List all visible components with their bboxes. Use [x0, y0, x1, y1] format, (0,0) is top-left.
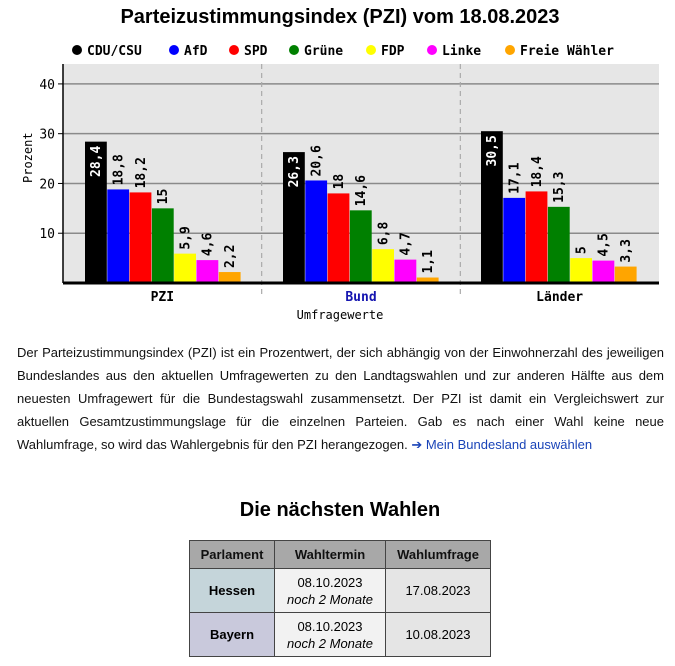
y-tick-label: 10	[39, 227, 55, 243]
bar-value-label: 3,3	[618, 239, 634, 263]
legend-item-label: Grüne	[304, 44, 344, 59]
bar	[548, 207, 570, 283]
legend-item-label: Freie Wähler	[520, 44, 614, 59]
description-text: Der Parteizustimmungsindex (PZI) ist ein Prozentwert, der sich abhängig von der Einwohnerzahl des jeweiligen Bundeslandes aus den aktuellen Umfragewerten zu den Landtagswahlen und zur anderen Hälfte aus dem neuesten Umfragewert für die Bundestagswahl zusammensetzt. Der PZI ist damit ein Vergleichswert zur aktuellen Gesamtzustimmungslage für die einzelnen Parteien. Gab es nach einer Wahl keine neue Wahlumfrage, so wird das Wahlergebnis für den PZI herangezogen.	[17, 345, 664, 452]
y-tick-label: 20	[39, 177, 55, 193]
x-axis-label: Umfragewerte	[296, 308, 384, 322]
legend-item-label: FDP	[381, 44, 405, 59]
arrow-right-icon: ➔	[411, 437, 423, 452]
bar	[593, 261, 615, 283]
bar-value-label: 18,4	[529, 156, 545, 188]
bar-value-label: 18	[331, 173, 347, 190]
legend-item-label: CDU/CSU	[87, 44, 142, 59]
bar-value-label: 26,3	[287, 156, 303, 188]
legend-marker-icon	[289, 45, 299, 55]
legend-marker-icon	[229, 45, 239, 55]
legend-item-label: Linke	[442, 44, 482, 59]
parliament-name: Hessen	[208, 583, 256, 598]
bar-value-label: 4,7	[398, 232, 414, 256]
parliament-name: Bayern	[209, 627, 255, 642]
bar-value-label: 15,3	[552, 171, 568, 203]
elections-table	[189, 540, 491, 657]
election-date: 08.10.2023	[297, 574, 363, 590]
bar-value-label: 18,2	[133, 157, 149, 189]
election-date-cell	[275, 569, 386, 613]
bar-value-label: 28,4	[89, 145, 105, 177]
parliament-cell[interactable]	[190, 569, 275, 613]
bar-value-label: 18,8	[111, 154, 127, 186]
y-axis-label: Prozent	[21, 132, 35, 183]
bar	[328, 193, 350, 283]
bar-value-label: 2,2	[222, 244, 238, 269]
select-state-link[interactable]	[411, 437, 592, 452]
bar-value-label: 4,5	[596, 233, 612, 257]
legend-marker-icon	[366, 45, 376, 55]
legend-item-label: AfD	[184, 44, 208, 59]
x-category-label: Bund	[345, 290, 377, 305]
bar	[350, 210, 372, 283]
header-election-date: Wahltermin	[275, 541, 386, 569]
bar-value-label: 17,1	[507, 162, 523, 194]
chart-legend	[72, 44, 614, 59]
parliament-cell[interactable]	[190, 613, 275, 657]
bar-value-label: 15	[156, 188, 172, 205]
x-category-label: PZI	[150, 290, 175, 305]
x-category-label: Länder	[536, 290, 584, 305]
y-tick-label: 30	[39, 127, 55, 143]
bar	[503, 198, 525, 283]
bar	[130, 192, 152, 283]
legend-item-label: SPD	[244, 44, 268, 59]
bar	[174, 254, 196, 283]
header-parliament: Parlament	[190, 541, 275, 569]
bar-value-label: 1,1	[420, 250, 436, 274]
election-date: 08.10.2023	[297, 618, 363, 634]
bar	[152, 208, 174, 283]
pzi-bar-chart	[0, 0, 675, 330]
chart-title: Parteizustimmungsindex (PZI) vom 18.08.2023	[120, 6, 560, 28]
bar	[395, 260, 417, 283]
table-row	[190, 569, 491, 613]
bar-value-label: 4,6	[200, 232, 216, 257]
y-tick-label: 40	[39, 77, 55, 93]
bar-value-label: 30,5	[485, 135, 501, 167]
bar	[219, 272, 241, 283]
election-countdown: noch 2 Monate	[286, 635, 373, 651]
bar-value-label: 5	[574, 246, 590, 255]
bar	[372, 249, 394, 283]
election-countdown: noch 2 Monate	[286, 591, 373, 607]
bar	[197, 260, 219, 283]
election-date-cell	[275, 613, 386, 657]
bar	[305, 180, 327, 283]
table-header-row	[190, 541, 491, 569]
poll-date-cell: 10.08.2023	[386, 613, 491, 657]
bar-value-label: 20,6	[309, 145, 325, 177]
legend-marker-icon	[505, 45, 515, 55]
header-poll-date: Wahlumfrage	[386, 541, 491, 569]
bar-value-label: 14,6	[354, 175, 370, 207]
poll-date-cell: 17.08.2023	[386, 569, 491, 613]
description-paragraph	[17, 341, 664, 456]
legend-marker-icon	[72, 45, 82, 55]
bar	[570, 258, 592, 283]
bar-value-label: 5,9	[178, 226, 194, 250]
legend-marker-icon	[427, 45, 437, 55]
bar	[107, 189, 129, 283]
table-row	[190, 613, 491, 657]
select-state-link-text: Mein Bundesland auswählen	[425, 437, 593, 452]
elections-heading: Die nächsten Wahlen	[239, 499, 441, 521]
bar	[526, 191, 548, 283]
legend-marker-icon	[169, 45, 179, 55]
bar	[615, 267, 637, 283]
bar-value-label: 6,8	[376, 221, 392, 246]
